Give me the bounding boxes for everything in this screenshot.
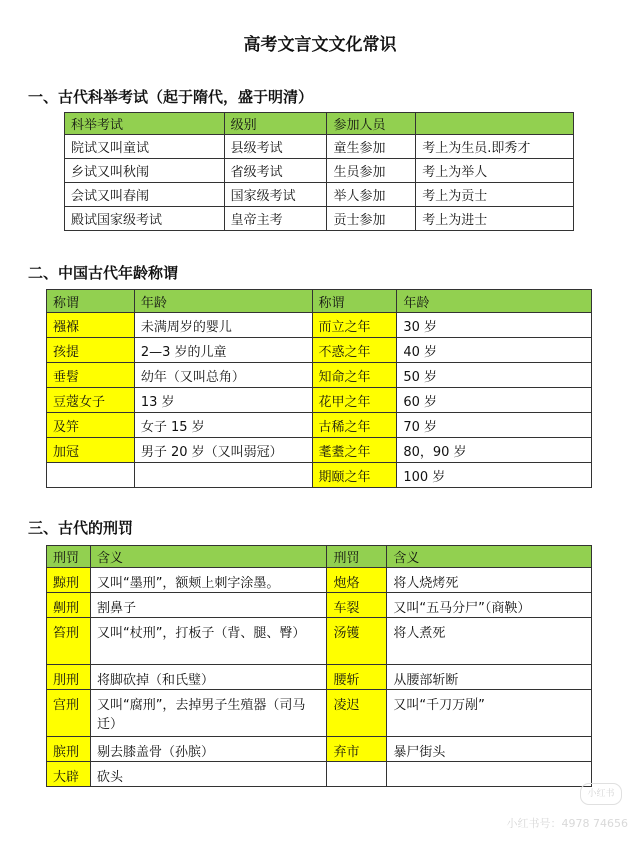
term-cell: 而立之年: [312, 313, 397, 338]
table-cell: 贡士参加: [327, 207, 416, 231]
table-row: [65, 135, 574, 159]
table-row: [47, 363, 592, 388]
header-cell: 级别: [224, 113, 327, 135]
table-row: [47, 313, 592, 338]
term-cell: 汤镬: [327, 618, 387, 665]
table-cell: 将人煮死: [387, 618, 592, 665]
header-cell: 称谓: [47, 290, 135, 313]
table-cell: 60 岁: [397, 388, 592, 413]
table-cell: 又叫“千刀万剐”: [387, 690, 592, 737]
term-cell: 知命之年: [312, 363, 397, 388]
section-heading-exam: 一、古代科举考试（起于隋代，盛于明清）: [28, 88, 314, 106]
age-table: [46, 289, 592, 488]
table-cell: [134, 463, 312, 488]
table-cell: [47, 463, 135, 488]
table-cell: 县级考试: [224, 135, 327, 159]
table-row: [47, 388, 592, 413]
term-cell: 膑刑: [47, 737, 91, 762]
header-cell: 称谓: [312, 290, 397, 313]
table-cell: 80，90 岁: [397, 438, 592, 463]
table-cell: [387, 762, 592, 787]
term-cell: 劓刑: [47, 593, 91, 618]
table-cell: 砍头: [90, 762, 327, 787]
table-cell: 剔去膝盖骨（孙膑）: [90, 737, 327, 762]
table-cell: 会试又叫春闱: [65, 183, 225, 207]
table-cell: [327, 762, 387, 787]
table-row: [65, 183, 574, 207]
header-cell: 含义: [90, 546, 327, 568]
table-cell: 暴尸街头: [387, 737, 592, 762]
term-cell: 刖刑: [47, 665, 91, 690]
table-cell: 又叫“五马分尸”（商鞅）: [387, 593, 592, 618]
table-cell: 考上为进士: [416, 207, 574, 231]
table-row: [47, 665, 592, 690]
table-cell: 又叫“腐刑”，去掉男子生殖器（司马迁）: [90, 690, 327, 737]
table-cell: 50 岁: [397, 363, 592, 388]
table-row: [47, 413, 592, 438]
table-cell: 生员参加: [327, 159, 416, 183]
term-cell: 弃市: [327, 737, 387, 762]
table-row: [47, 690, 592, 737]
term-cell: 黥刑: [47, 568, 91, 593]
table-cell: 国家级考试: [224, 183, 327, 207]
header-cell: [416, 113, 574, 135]
term-cell: 孩提: [47, 338, 135, 363]
header-cell: 年龄: [134, 290, 312, 313]
exam-table: [64, 112, 574, 231]
term-cell: 腰斩: [327, 665, 387, 690]
table-cell: 院试又叫童试: [65, 135, 225, 159]
page-title: 高考文言文文化常识: [243, 35, 397, 55]
term-cell: 宫刑: [47, 690, 91, 737]
table-cell: 未满周岁的婴儿: [134, 313, 312, 338]
header-cell: 刑罚: [327, 546, 387, 568]
watermark-logo: 小红书: [580, 783, 622, 805]
table-cell: 将人烧烤死: [387, 568, 592, 593]
table-cell: 皇帝主考: [224, 207, 327, 231]
term-cell: 垂髫: [47, 363, 135, 388]
table-cell: 又叫“杖刑”，打板子（背、腿、臀）: [90, 618, 327, 665]
punish-table: [46, 545, 592, 787]
term-cell: 豆蔻女子: [47, 388, 135, 413]
table-row: [47, 568, 592, 593]
table-header-row: [47, 546, 592, 568]
table-row: [47, 762, 592, 787]
table-header-row: [65, 113, 574, 135]
term-cell: 大辟: [47, 762, 91, 787]
header-cell: 参加人员: [327, 113, 416, 135]
table-row: [65, 159, 574, 183]
table-cell: 考上为贡士: [416, 183, 574, 207]
table-cell: 考上为生员.即秀才: [416, 135, 574, 159]
table-cell: 割鼻子: [90, 593, 327, 618]
table-cell: 考上为举人: [416, 159, 574, 183]
term-cell: 车裂: [327, 593, 387, 618]
table-cell: 13 岁: [134, 388, 312, 413]
table-cell: 幼年（又叫总角）: [134, 363, 312, 388]
term-cell: 古稀之年: [312, 413, 397, 438]
table-cell: 童生参加: [327, 135, 416, 159]
table-cell: 30 岁: [397, 313, 592, 338]
table-row: [47, 737, 592, 762]
term-cell: 期颐之年: [312, 463, 397, 488]
section-heading-age: 二、中国古代年龄称谓: [28, 264, 179, 282]
section-heading-punish: 三、古代的刑罚: [28, 519, 134, 537]
table-cell: 2—3 岁的儿童: [134, 338, 312, 363]
table-cell: 省级考试: [224, 159, 327, 183]
term-cell: 耄耋之年: [312, 438, 397, 463]
watermark-id: 小红书号：4978 74656: [506, 817, 628, 830]
header-cell: 年龄: [397, 290, 592, 313]
table-cell: 100 岁: [397, 463, 592, 488]
term-cell: 花甲之年: [312, 388, 397, 413]
table-cell: 40 岁: [397, 338, 592, 363]
table-row: [47, 338, 592, 363]
term-cell: 加冠: [47, 438, 135, 463]
table-cell: 女子 15 岁: [134, 413, 312, 438]
table-cell: 男子 20 岁（又叫弱冠）: [134, 438, 312, 463]
table-row: [47, 593, 592, 618]
table-cell: 从腰部斩断: [387, 665, 592, 690]
term-cell: 及笄: [47, 413, 135, 438]
table-row: [47, 618, 592, 665]
table-cell: 70 岁: [397, 413, 592, 438]
term-cell: 笞刑: [47, 618, 91, 665]
table-row: [47, 438, 592, 463]
table-cell: 乡试又叫秋闱: [65, 159, 225, 183]
table-row: [65, 207, 574, 231]
table-header-row: [47, 290, 592, 313]
header-cell: 含义: [387, 546, 592, 568]
table-row: [47, 463, 592, 488]
term-cell: 不惑之年: [312, 338, 397, 363]
header-cell: 科举考试: [65, 113, 225, 135]
term-cell: 凌迟: [327, 690, 387, 737]
term-cell: 襁褓: [47, 313, 135, 338]
term-cell: 炮烙: [327, 568, 387, 593]
table-cell: 又叫“墨刑”，额颊上刺字涂墨。: [90, 568, 327, 593]
header-cell: 刑罚: [47, 546, 91, 568]
table-cell: 殿试国家级考试: [65, 207, 225, 231]
table-cell: 将脚砍掉（和氏璧）: [90, 665, 327, 690]
table-cell: 举人参加: [327, 183, 416, 207]
